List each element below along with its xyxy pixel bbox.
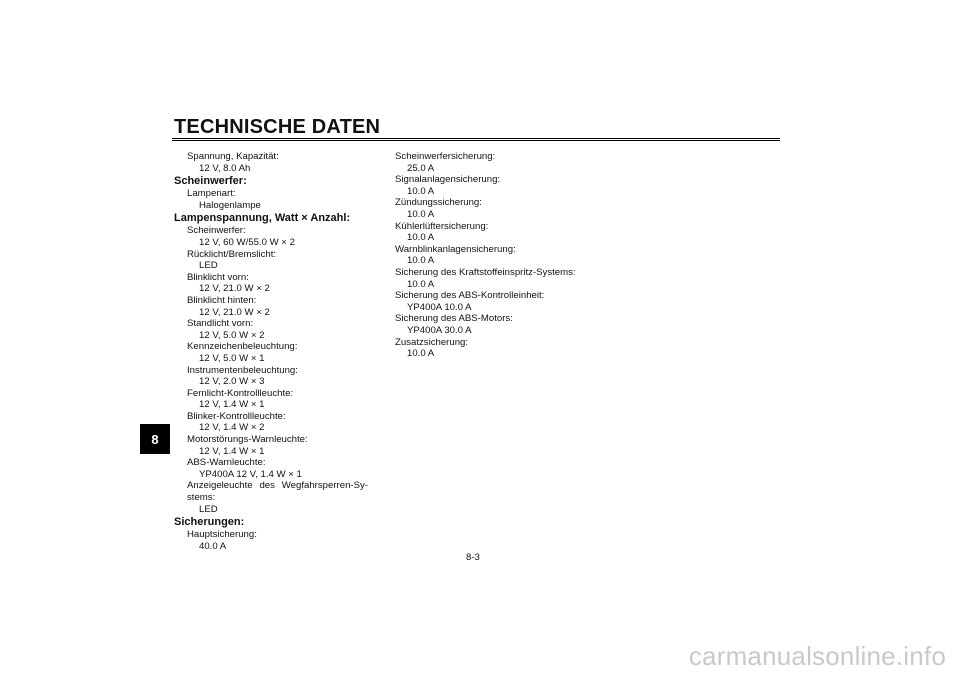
spec-value: 12 V, 1.4 W × 1 xyxy=(199,445,265,457)
left-spec-column xyxy=(174,151,368,552)
spec-value: 12 V, 8.0 Ah xyxy=(199,162,251,174)
spec-value: 10.0 A xyxy=(407,278,435,290)
spec-label: stems: xyxy=(187,492,216,504)
spec-value: YP400A 30.0 A xyxy=(407,324,472,336)
spec-label: Kennzeichenbeleuchtung: xyxy=(187,341,298,353)
spec-label: Blinker-Kontrollleuchte: xyxy=(187,410,286,422)
spec-value: YP400A 12 V, 1.4 W × 1 xyxy=(199,468,302,480)
spec-value: 40.0 A xyxy=(199,540,227,552)
right-spec-column xyxy=(382,151,592,360)
spec-label: Lampenart: xyxy=(187,188,236,200)
spec-label: Blinklicht hinten: xyxy=(187,294,257,306)
spec-value: 12 V, 1.4 W × 1 xyxy=(199,399,265,411)
spec-label: Sicherung des ABS-Kontrolleinheit: xyxy=(395,290,545,302)
spec-value: 10.0 A xyxy=(407,348,435,360)
spec-label: Blinklicht vorn: xyxy=(187,271,249,283)
spec-label: Zündungssicherung: xyxy=(395,197,482,209)
page-title: TECHNISCHE DATEN xyxy=(174,116,381,138)
spec-value: 10.0 A xyxy=(407,185,435,197)
spec-value: 12 V, 5.0 W × 1 xyxy=(199,352,265,364)
spec-label: Scheinwerfersicherung: xyxy=(395,151,496,162)
spec-label: Zusatzsicherung: xyxy=(395,336,469,348)
section-heading: Sicherungen: xyxy=(174,516,245,529)
title-rule xyxy=(172,138,780,141)
spec-value: 10.0 A xyxy=(407,232,435,244)
spec-label: Rücklicht/Bremslicht: xyxy=(187,248,277,260)
spec-label: Signalanlagensicherung: xyxy=(395,174,501,186)
spec-value: LED xyxy=(199,503,218,515)
spec-value: YP400A 10.0 A xyxy=(407,301,472,313)
spec-value: 10.0 A xyxy=(407,255,435,267)
spec-label: Motorstörungs-Warnleuchte: xyxy=(187,434,308,446)
spec-value: LED xyxy=(199,260,218,272)
spec-label: Sicherung des Kraftstoffeinspritz-Systems: xyxy=(395,266,576,278)
spec-label: Kühlerlüftersicherung: xyxy=(395,220,489,232)
spec-label: ABS-Warnleuchte: xyxy=(187,457,266,469)
spec-label: Fernlicht-Kontrollleuchte: xyxy=(187,387,294,399)
spec-value: Halogenlampe xyxy=(199,199,261,211)
watermark: carmanualsonline.info xyxy=(688,641,946,671)
spec-label: Anzeigeleuchte des Wegfahrsperren-Sy- xyxy=(187,480,368,492)
spec-value: 10.0 A xyxy=(407,208,435,220)
spec-label: Warnblinkanlagensicherung: xyxy=(395,243,516,255)
spec-value: 12 V, 2.0 W × 3 xyxy=(199,376,265,388)
spec-label: Standlicht vorn: xyxy=(187,318,254,330)
chapter-tab: 8 xyxy=(140,424,170,454)
page-number: 8-3 xyxy=(466,552,480,563)
section-heading: Lampenspannung, Watt × Anzahl: xyxy=(174,212,351,225)
spec-label: Spannung, Kapazität: xyxy=(187,151,279,162)
spec-value: 12 V, 60 W/55.0 W × 2 xyxy=(199,236,295,248)
section-heading: Scheinwerfer: xyxy=(174,175,247,188)
spec-label: Hauptsicherung: xyxy=(187,529,257,541)
spec-value: 25.0 A xyxy=(407,162,435,174)
spec-label: Scheinwerfer: xyxy=(187,225,246,237)
spec-value: 12 V, 1.4 W × 2 xyxy=(199,422,265,434)
spec-label: Instrumentenbeleuchtung: xyxy=(187,364,298,376)
spec-value: 12 V, 21.0 W × 2 xyxy=(199,283,270,295)
spec-value: 12 V, 21.0 W × 2 xyxy=(199,306,270,318)
spec-value: 12 V, 5.0 W × 2 xyxy=(199,329,265,341)
spec-label: Sicherung des ABS-Motors: xyxy=(395,313,513,325)
